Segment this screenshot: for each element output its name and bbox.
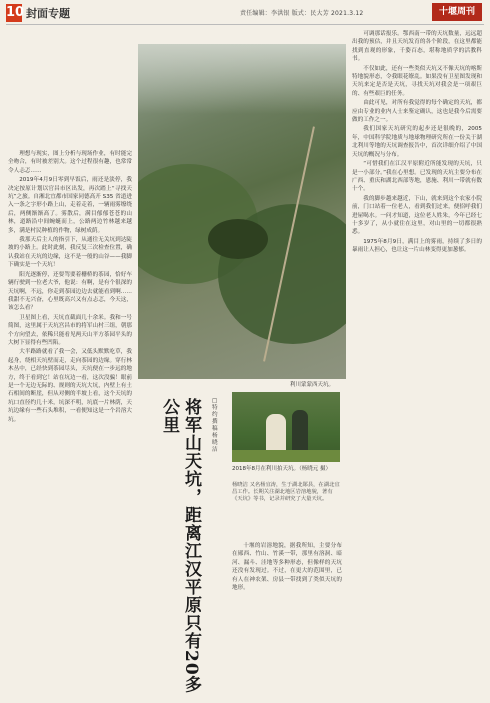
- paragraph: 阳光逐渐停，还要驾要着栅桥的茶园，恰好车辆行驶到一位老大爷，他说：有啊，是有个很深的天坑啊，不远，你走到茶园边边去就能看到啊……我甜不无兴奋，心里既高兴又有点忐忑，今天这，该怎么看？: [8, 271, 132, 312]
- paragraph: 我的脚步越来越近，下山，就来到这个农家小院前，门口站着一位老人，看到我们过来，便招呼我们进屋喝水。一问才知道，这位老人姓朱，今年已经七十多岁了，从小就住在这里，对山里的一切都很熟悉。: [352, 195, 482, 236]
- headline: 将军山天坑，距离江汉平原只有20多公里: [159, 398, 201, 694]
- paragraph: 我那天后主人的指引下，从通往无关坑到达陡坡的小路上。此时此刻，我反复三次检查位置，确认我站在天坑的边缘，这不是一般的山谷——我脚下确实是一个天坑！: [8, 237, 132, 269]
- paragraph: 大半路路就看了我一会，又低头默默吃草，我起身，绕相天坑壁而走，走向茶园的边缘。穿行林木丛中，已经快到茶园尽头，天坑便在一步远的地方，终于看到它！站在坑边一看，这次没骗！眼前是一个无边无际的、规则的天坑大坑，内壁上有土石相间的断崖，但从对侧的半坡上看，这个天坑的坑口直径约几十米，坑深不明，坑底一片林荫，天坑边缘有一些石头堆积，一看便知这是一个岩溶大坑。: [8, 349, 132, 423]
- paragraph: 可调那话报乐。鄂西南一带的天坑数量，远远超出我的预估，并且天坑发育的各个阶段，在这里都能找到直观的形象，千姿百态，堪称地质学的活教科书。: [352, 31, 482, 63]
- paragraph: 由此可见，对所有我觉得的每个确定的天坑，都应由专业的业内人士来鉴定确认，这也是我今后需要做的工作之一。: [352, 100, 482, 124]
- left-column: [8, 150, 132, 698]
- main-photo-caption: 利川蒙蒙西天坑。: [290, 382, 335, 388]
- karst-pit-aerial-photo: [138, 44, 346, 379]
- paragraph: “可惜我们在江汉平原附近所能发现的天坑，只是一小部分。”我在心里想。已发现的天坑主要分布在广西、重庆和湖北西部等地，恩施、利川一带就有数十个。: [352, 161, 482, 193]
- sinkhole: [208, 219, 268, 259]
- paragraph: 我们国家天坑研究的起步还是很晚的，2005年，中国科学院地质与地球物理研究所在一份关于湖北利川等地的天坑调查报告中，首次详细介绍了中国天坑的概况与分布。: [352, 126, 482, 158]
- section-title: 封面专题: [26, 7, 70, 20]
- page-number: 10: [6, 5, 25, 20]
- paragraph: 十堰的岩溶地貌，据我所知，主要分布在郧西、竹山、竹溪一带，那里有溶洞、暗河、漏斗、洼地等多种形态，但像样的天坑还没有发现过。不过，在更大的范围里，已有人在神农架、房县一带找到了类似天坑的地形。: [232, 543, 342, 592]
- paragraph: 卫星图上看，天坑直截面几十余米。我和一号简图，这里属于天坑宫昌市的将军山村三组，朝那个方向望去，依稀只能看见两天山平方茶园平头的大树下显得有些凹陷。: [8, 314, 132, 346]
- fieldwork-photo: [232, 392, 340, 462]
- fieldwork-photo-caption: 2018年8月在利川拍天坑。（杨晓元 摄）: [232, 466, 331, 472]
- byline: □特约撰稿 杨晓洁: [212, 398, 218, 453]
- header-divider: [6, 24, 484, 25]
- author-bio: 杨晓洁 又名杨宜涛，生于湖北郧县，在湖北宜昌工作。长期关注湖北地区岩溶地貌，著有《天坑》等书，记录并研究了大量天坑。: [232, 482, 340, 503]
- right-column: [352, 30, 482, 698]
- publication-logo: 十堰周刊: [432, 3, 482, 21]
- page-header: [0, 0, 490, 26]
- paragraph: 1975年8月9日，满目上的雾雨，持续了多日的暴雨让人担心，也让这一片山林变得更加葱郁。: [352, 238, 482, 254]
- paragraph: 2019年4月9日零到早饭后，雨还是淡停，我决定按原计划以官昌市区出发，再次踏上“寻找天坑”之旅。自湘北宜都市国家同德高开 S35 省道进入一条之字形小路上山，走着走着，一辆雨雾缭绕后，两侧渐渐高了。雾散后，满目郁郁苍苍的山林，道路沿中间蜿蜒而上，公路两边竹林越来越多，满是村民种植的作物，绿树成荫。: [8, 177, 132, 234]
- middle-bottom-column: [232, 542, 342, 698]
- paragraph: 不仅如此，还有一些类似天坑又不像天坑的喀斯特地貌形态，令我眼花缭乱。如果没有卫星图发现和天坑来定是否是天坑，寻找天坑对我会是一项艰巨的、有些艰巨的任务。: [352, 65, 482, 97]
- editor-credits: 责任编辑：李洪银 版式：民大芳 2021.3.12: [240, 10, 364, 17]
- paragraph: 理想与现实，图上分析与现场作业，有时能完全吻合，有时被差别大。这个过程很有趣，也常常令人忐忑……: [8, 151, 132, 174]
